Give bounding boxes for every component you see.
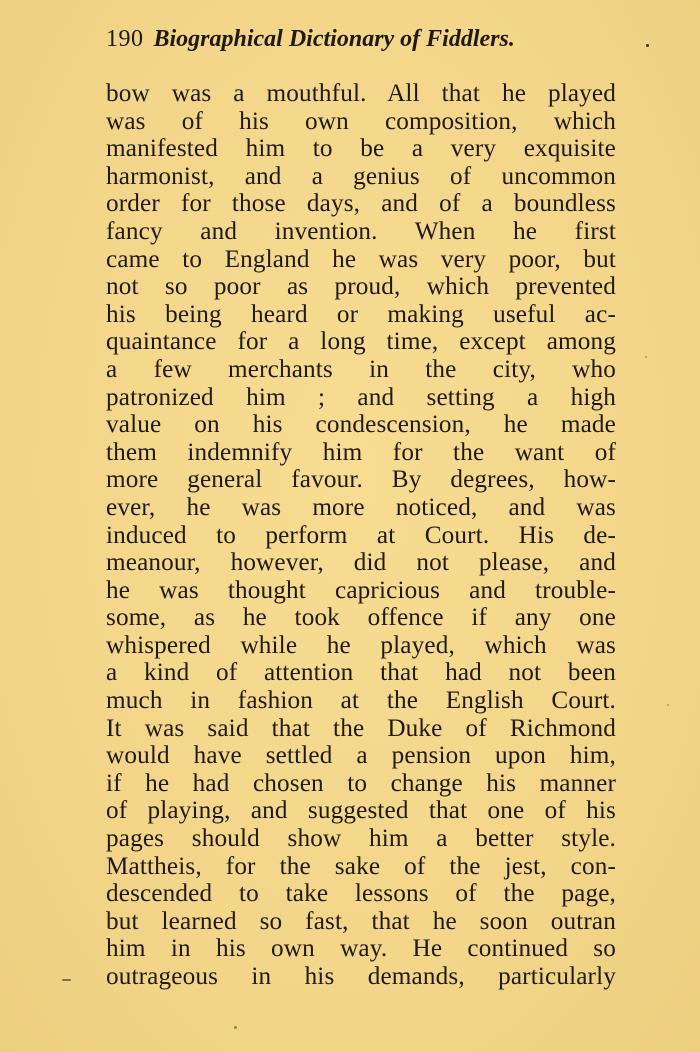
- text-line: order for those days, and of a boundless: [106, 190, 616, 218]
- text-line: his being heard or making useful ac-: [106, 300, 616, 328]
- text-line: much in fashion at the English Court.: [106, 687, 616, 715]
- text-line: of playing, and suggested that one of his: [106, 797, 616, 825]
- body-text: [106, 80, 616, 991]
- page-header: [106, 22, 626, 56]
- text-line: ever, he was more noticed, and was: [106, 493, 616, 521]
- text-line: them indemnify him for the want of: [106, 438, 616, 466]
- page-number: 190: [106, 26, 144, 52]
- text-line: It was said that the Duke of Richmond: [106, 714, 616, 742]
- text-line: meanour, however, did not please, and: [106, 549, 616, 577]
- text-line: bow was a mouthful. All that he played: [106, 80, 616, 107]
- text-line: descended to take lessons of the page,: [106, 880, 616, 908]
- paper-speck: [62, 979, 71, 981]
- text-line: but learned so fast, that he soon outran: [106, 907, 616, 935]
- paper-speck: [645, 356, 647, 358]
- text-line: came to England he was very poor, but: [106, 245, 616, 273]
- paper-speck: [667, 704, 669, 706]
- text-line: manifested him to be a very exquisite: [106, 135, 616, 163]
- paper-speck: [234, 1026, 237, 1029]
- text-line: Mattheis, for the sake of the jest, con-: [106, 852, 616, 880]
- text-line: more general favour. By degrees, how-: [106, 466, 616, 494]
- text-line: fancy and invention. When he first: [106, 217, 616, 245]
- text-line: him in his own way. He continued so: [106, 935, 616, 963]
- text-line: would have settled a pension upon him,: [106, 742, 616, 770]
- text-line: harmonist, and a genius of uncommon: [106, 162, 616, 190]
- text-line: induced to perform at Court. His de-: [106, 521, 616, 549]
- text-line: if he had chosen to change his manner: [106, 769, 616, 797]
- text-line: patronized him ; and setting a high: [106, 383, 616, 411]
- text-line: some, as he took offence if any one: [106, 604, 616, 632]
- text-line: a few merchants in the city, who: [106, 355, 616, 383]
- text-line: a kind of attention that had not been: [106, 659, 616, 687]
- text-line: was of his own composition, which: [106, 107, 616, 135]
- text-line: pages should show him a better style.: [106, 825, 616, 853]
- paper-speck: [646, 44, 649, 47]
- text-line: whispered while he played, which was: [106, 631, 616, 659]
- text-line: outrageous in his demands, particularly: [106, 963, 616, 990]
- text-line: not so poor as proud, which prevented: [106, 273, 616, 301]
- text-line: value on his condescension, he made: [106, 411, 616, 439]
- running-title: Biographical Dictionary of Fiddlers.: [153, 26, 515, 52]
- text-line: he was thought capricious and trouble-: [106, 576, 616, 604]
- text-line: quaintance for a long time, except among: [106, 328, 616, 356]
